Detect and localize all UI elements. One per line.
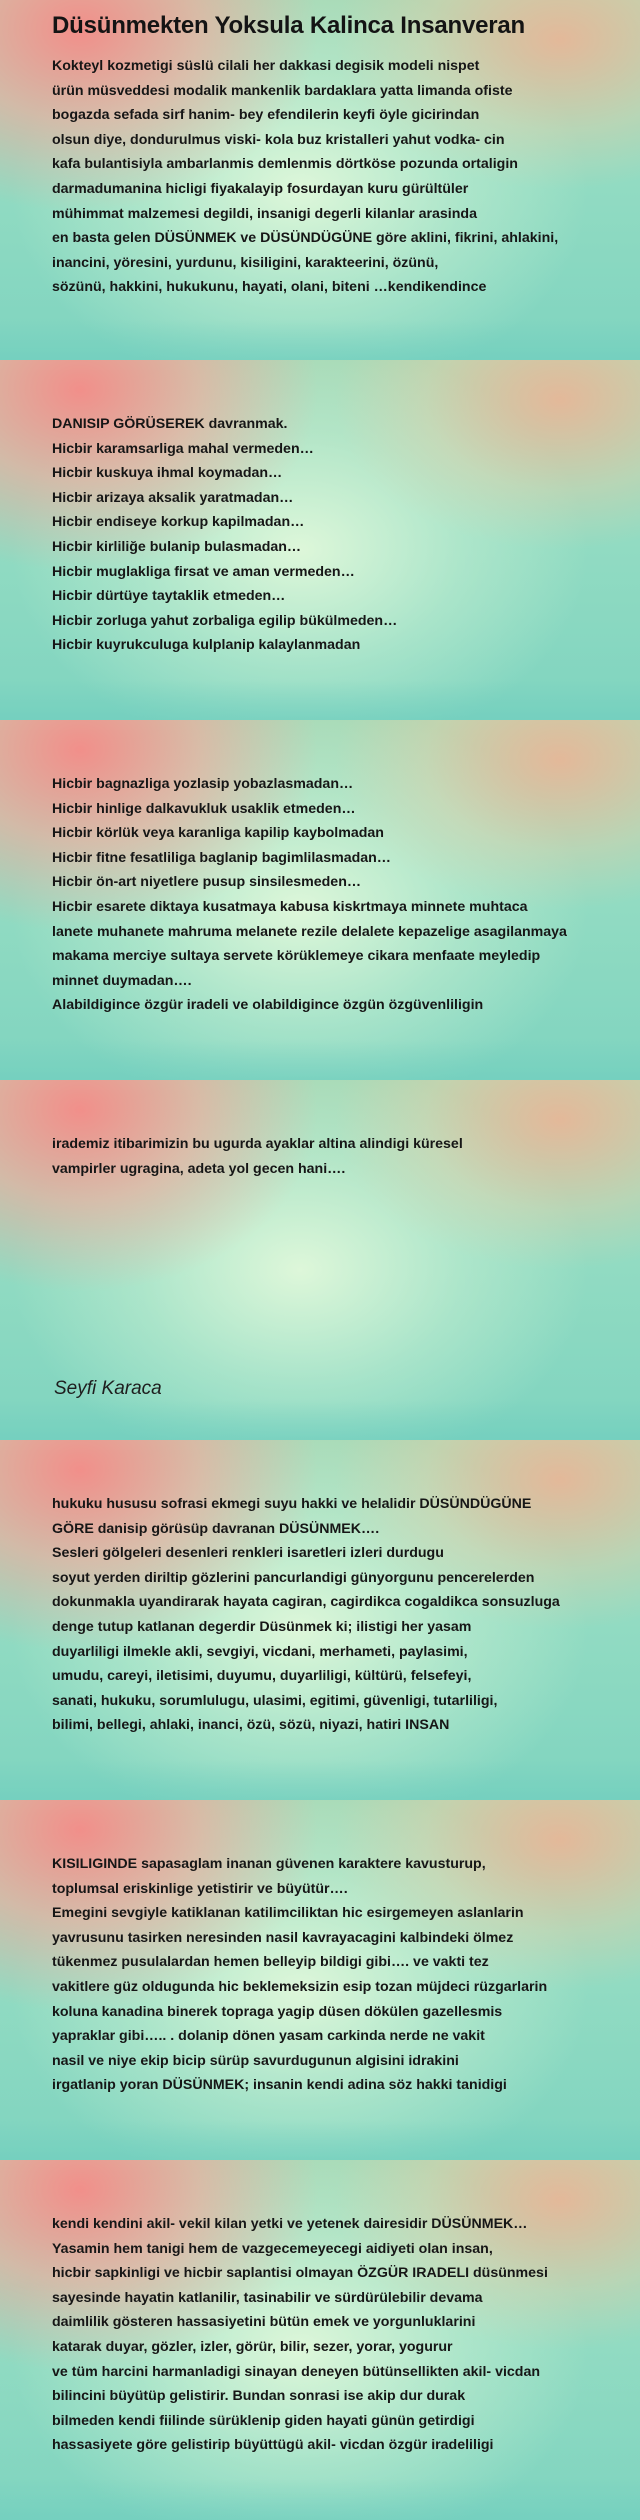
text-line: bilincini büyütüp gelistirir. Bundan sonrasi ise akip dur durak	[52, 2388, 466, 2405]
text-line: hukuku hususu sofrasi ekmegi suyu hakki ve helalidir DÜSÜNDÜGÜNE	[52, 1496, 532, 1512]
text-line: lanete muhanete mahruma melanete rezile delalete kepazelige asagilanmaya	[52, 923, 567, 940]
text-line: tükenmez pusulalardan hemen belleyip bildigi gibi…. ve vakti tez	[52, 1954, 489, 1971]
text-line: Hicbir ön-art niyetlere pusup sinsilesmeden…	[52, 874, 362, 891]
text-line: ve tüm harcini harmanladigi sinayan deneyen bütünsellikten akil- vicdan	[52, 2363, 541, 2380]
text-line: DANISIP GÖRÜSEREK davranmak.	[52, 416, 288, 432]
text-line: Hicbir kirliliğe bulanip bulasmadan…	[52, 538, 302, 555]
text-line: Hicbir körlük veya karanliga kapilip kaybolmadan	[52, 825, 384, 842]
text-block	[52, 772, 634, 1018]
text-line: Hicbir esarete diktaya kusatmaya kabusa kiskrtmaya minnete muhtaca	[52, 898, 528, 915]
text-line: kafa bulantisiyla ambarlanmis demlenmis dörtköse pozunda ortaligin	[52, 156, 518, 173]
text-line: yapraklar gibi….. . dolanip dönen yasam carkinda nerde ne vakit	[52, 2028, 485, 2045]
text-line: Hicbir kuyrukculuga kulplanip kalaylanmadan	[52, 637, 361, 654]
text-line: sayesinde hayatin katlanilir, tasinabilir ve sürdürülebilir devama	[52, 2289, 483, 2306]
text-line: Sesleri gölgeleri desenleri renkleri isaretleri izleri durdugu	[52, 1545, 444, 1562]
panel-2	[0, 360, 640, 720]
text-block	[52, 1852, 634, 2098]
text-line: minnet duymadan….	[52, 972, 192, 989]
text-line: makama merciye sultaya servete körüklemeye cikara menfaate meyledip	[52, 948, 541, 965]
text-line: en basta gelen DÜSÜNMEK ve DÜSÜNDÜGÜNE göre aklini, fikrini, ahlakini,	[52, 230, 559, 247]
text-line: soyut yerden diriltip gözlerini pancurlandigi günyorgunu pencerelerden	[52, 1569, 535, 1586]
page-title: Düsünmekten Yoksula Kalinca Insanveran	[52, 12, 526, 39]
text-line: umudu, careyi, iletisimi, duyumu, duyarliligi, kültürü, felsefeyi,	[52, 1668, 472, 1685]
text-line: kendi kendini akil- vekil kilan yetki ve yetenek dairesidir DÜSÜNMEK…	[52, 2216, 528, 2232]
text-line: inancini, yöresini, yurdunu, kisiligini, karakteerini, özünü,	[52, 254, 439, 271]
text-line: yavrusunu tasirken neresinden nasil kavrayacagini kalbindeki ölmez	[52, 1929, 514, 1946]
text-line: Hicbir endiseye korkup kapilmadan…	[52, 514, 305, 531]
text-block	[52, 1492, 634, 1738]
text-line: bogazda sefada sirf hanim- bey efendilerin keyfi öyle gicirindan	[52, 107, 480, 124]
text-line: olsun diye, dondurulmus viski- kola buz kristalleri yahut vodka- cin	[52, 131, 505, 148]
author-signature: Seyfi Karaca	[54, 1378, 162, 1399]
panel-4	[0, 1080, 640, 1440]
text-block	[52, 54, 634, 300]
text-line: vampirler ugragina, adeta yol gecen hani….	[52, 1160, 346, 1177]
text-line: hassasiyete göre gelistirip büyüttügü akil- vicdan özgür iradeliligi	[52, 2437, 494, 2454]
text-line: darmadumanina hicligi fiyakalayip fosurdayan kuru gürültüler	[52, 180, 469, 197]
text-line: GÖRE danisip görüsüp davranan DÜSÜNMEK….	[52, 1520, 380, 1537]
text-line: Hicbir dürtüye taytaklik etmeden…	[52, 588, 286, 605]
text-line: Yasamin hem tanigi hem de vazgecemeyecegi aidiyeti olan insan,	[52, 2240, 493, 2257]
text-line: duyarliligi ilmekle akli, sevgiyi, vicdani, merhameti, paylasimi,	[52, 1643, 468, 1660]
text-line: Hicbir fitne fesatliliga baglanip bagimlilasmadan…	[52, 849, 391, 866]
panel-5	[0, 1440, 640, 1800]
text-line: Hicbir zorluga yahut zorbaliga egilip bükülmeden…	[52, 612, 398, 629]
text-line: bilmeden kendi fiilinde sürüklenip giden hayati günün getirdigi	[52, 2412, 475, 2429]
panel-3	[0, 720, 640, 1080]
text-line: Hicbir karamsarliga mahal vermeden…	[52, 440, 314, 457]
text-line: Hicbir bagnazliga yozlasip yobazlasmadan…	[52, 776, 354, 792]
text-block	[52, 1132, 634, 1181]
text-line: koluna kanadina binerek topraga yagip düsen dökülen gazellesmis	[52, 2003, 503, 2020]
text-line: bilimi, bellegi, ahlaki, inanci, özü, sözü, niyazi, hatiri INSAN	[52, 1717, 450, 1734]
text-line: Kokteyl kozmetigi süslü cilali her dakkasi degisik modeli nispet	[52, 58, 480, 74]
text-line: sözünü, hakkini, hukukunu, hayati, olani, biteni …kendikendince	[52, 279, 487, 296]
text-line: Emegini sevgiyle katiklanan katilimciliktan hic esirgemeyen aslanlarin	[52, 1905, 524, 1922]
text-line: daimlilik gösteren hassasiyetini bütün emek ve yorgunluklarini	[52, 2314, 476, 2331]
text-line: toplumsal eriskinlige yetistirir ve büyütür….	[52, 1880, 348, 1897]
panel-1	[0, 0, 640, 360]
text-line: mühimmat malzemesi degildi, insanigi degerli kilanlar arasinda	[52, 205, 477, 222]
text-line: sanati, hukuku, sorumlulugu, ulasimi, egitimi, güvenligi, tutarliligi,	[52, 1692, 498, 1709]
text-line: hicbir sapkinligi ve hicbir saplantisi olmayan ÖZGÜR IRADELI düsünmesi	[52, 2265, 548, 2282]
text-line: ürün müsveddesi modalik mankenlik bardaklara yatta limanda ofiste	[52, 82, 513, 99]
text-line: irgatlanip yoran DÜSÜNMEK; insanin kendi adina söz hakki tanidigi	[52, 2077, 507, 2094]
text-line: Hicbir arizaya aksalik yaratmadan…	[52, 489, 294, 506]
panel-6	[0, 1800, 640, 2160]
text-line: Alabildigince özgür iradeli ve olabildigince özgün özgüvenliligin	[52, 997, 484, 1014]
text-block	[52, 2212, 634, 2458]
text-line: katarak duyar, gözler, izler, görür, bilir, sezer, yorar, yogurur	[52, 2338, 453, 2355]
text-line: KISILIGINDE sapasaglam inanan güvenen karaktere kavusturup,	[52, 1856, 486, 1872]
text-line: Hicbir kuskuya ihmal koymadan…	[52, 465, 283, 482]
text-line: nasil ve niye ekip bicip sürüp savurdugunun algisini idrakini	[52, 2052, 459, 2069]
text-line: Hicbir muglakliga firsat ve aman vermeden…	[52, 563, 355, 580]
text-line: dokunmakla uyandirarak hayata cagiran, cagirdikca cogaldikca sonsuzluga	[52, 1594, 560, 1611]
text-line: denge tutup katlanan degerdir Düsünmek ki; ilistigi her yasam	[52, 1618, 472, 1635]
text-line: irademiz itibarimizin bu ugurda ayaklar altina alindigi küresel	[52, 1136, 463, 1152]
text-line: vakitlere güz oldugunda hic beklemeksizin esip tozan müjdeci rüzgarlarin	[52, 1978, 548, 1995]
text-line: Hicbir hinlige dalkavukluk usaklik etmeden…	[52, 800, 356, 817]
panel-7	[0, 2160, 640, 2520]
text-block	[52, 412, 634, 658]
